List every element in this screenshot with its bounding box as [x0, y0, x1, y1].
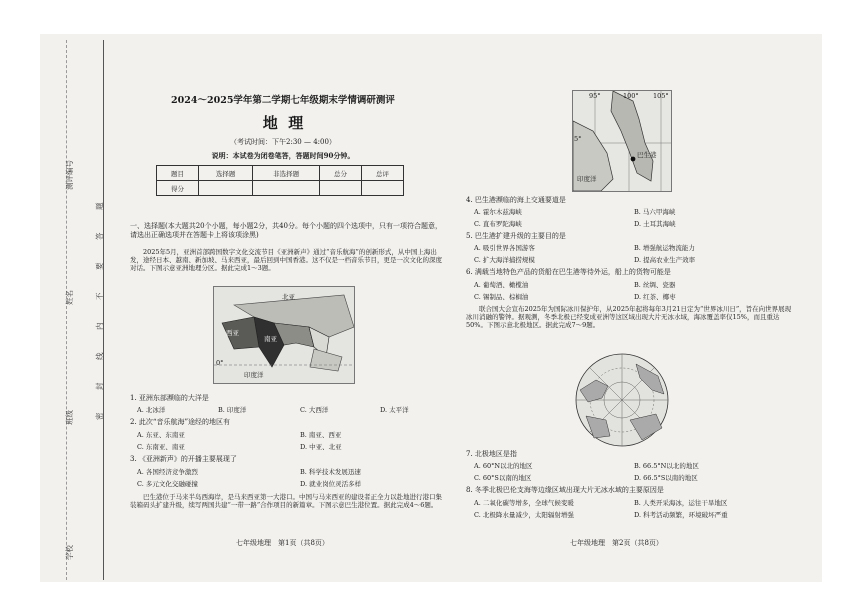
map-label-lon105: 105° — [653, 92, 669, 100]
q7-option-d[interactable]: D. 66.5°S以南的地区 — [634, 474, 698, 482]
map-label-equator: 0° — [216, 359, 224, 367]
q3-option-d[interactable]: D. 就业岗位灵活多样 — [300, 480, 362, 488]
seal-char: 要 — [95, 262, 104, 270]
q6-option-a[interactable]: A. 葡萄酒、橄榄油 — [474, 281, 529, 289]
score-table-row — [157, 181, 404, 196]
q3-option-a[interactable]: A. 各国经济竞争激烈 — [137, 468, 198, 476]
exam-number-label: 测评编号 — [65, 160, 74, 190]
name-label: 姓名 — [65, 290, 74, 305]
section1-intro: 一、选择题(本大题共20个小题，每小题2分，共40分。每个小题的四个选项中，只有一项符合题意，请选出正确选项并在答题卡上将该项涂黑) — [130, 222, 442, 240]
score-header-cell: 非选择题 — [253, 166, 320, 181]
q2-option-c[interactable]: C. 东南亚、南亚 — [137, 443, 185, 451]
q8-option-d[interactable]: D. 科考活动频繁，环境破坏严重 — [634, 511, 728, 519]
q5-option-a[interactable]: A. 吸引世界各国游客 — [474, 244, 535, 252]
q5-option-c[interactable]: C. 扩大海洋捕捞规模 — [474, 256, 535, 264]
subject-title: 地 理 — [262, 114, 304, 132]
port-klang-map — [572, 90, 672, 192]
question-4-stem: 4. 巴生港濒临的海上交通要道是 — [466, 196, 566, 204]
seal-char: 内 — [95, 322, 104, 330]
question-2-stem: 2. 此次“音乐航海”途经的地区有 — [130, 418, 231, 426]
q8-option-a[interactable]: A. 二氧化碳等增多，全球气候变暖 — [474, 499, 574, 507]
passage-2: 巴生港位于马来半岛西海岸，是马来西亚第一大港口。中国与马来西亚的建设者正全力以赴地进行港口集装箱码头扩建升级，续写两国共建“一带一路”合作项目的新篇章。下图示意巴生港位置。据此完成4～6题。 — [130, 493, 442, 510]
arctic-polar-map — [566, 350, 678, 450]
q1-option-b[interactable]: B. 印度洋 — [218, 406, 247, 414]
map-label-lon95: 95° — [589, 92, 601, 100]
map-label-port-klang: 巴生港 — [637, 151, 657, 159]
question-3-stem: 3. 《亚洲新声》的开播主要展现了 — [130, 455, 237, 463]
q7-option-c[interactable]: C. 60°S以南的地区 — [474, 474, 532, 482]
map-label-north-asia: 北亚 — [282, 293, 295, 301]
binding-dashed-line — [66, 40, 67, 580]
q5-option-b[interactable]: B. 增强航运物流能力 — [634, 244, 695, 252]
question-5-stem: 5. 巴生港扩建升级的主要目的是 — [466, 232, 566, 240]
q6-option-b[interactable]: B. 丝绸、瓷器 — [634, 281, 676, 289]
q5-option-d[interactable]: D. 提高农业生产效率 — [634, 256, 696, 264]
map-label-lon100: 100° — [623, 92, 639, 100]
score-cell[interactable] — [253, 181, 320, 196]
map-label-south-asia: 南亚 — [264, 335, 277, 343]
asia-regions-map — [213, 286, 355, 384]
q1-option-d[interactable]: D. 太平洋 — [380, 406, 409, 414]
question-7-stem: 7. 北极地区是指 — [466, 450, 517, 458]
q2-option-a[interactable]: A. 东亚、东南亚 — [137, 431, 185, 439]
question-8-stem: 8. 冬季北极巴伦支海等边缘区域出现大片无冰水域的主要原因是 — [466, 486, 664, 494]
exam-time: （考试时间：下午2:30 — 4:00） — [230, 138, 336, 146]
score-label-cell: 得分 — [157, 181, 199, 196]
q2-option-b[interactable]: B. 南亚、西亚 — [300, 431, 342, 439]
question-6-stem: 6. 满载当地特色产品的货船在巴生港等待外运，船上的货物可能是 — [466, 268, 671, 276]
score-table — [156, 165, 404, 196]
q1-option-c[interactable]: C. 大西洋 — [300, 406, 329, 414]
score-cell[interactable] — [198, 181, 252, 196]
seal-char: 密 — [95, 412, 104, 420]
passage-3: 联合国大会宣布2025年为国际冰川保护年，从2025年起将每年3月21日定为“世界冰川日”，旨在向世界展现冰川消融的警钟。据观测，冬季北极已经变成亚洲等这区域出现大片无冰水域，海冰覆盖率仅15%，而且重达50%。下图示意北极地区。据此完成7～9题。 — [466, 305, 792, 330]
q1-option-a[interactable]: A. 北冰洋 — [137, 406, 166, 414]
map-label-lat5: 5° — [574, 135, 582, 143]
question-1-stem: 1. 亚洲东部濒临的大洋是 — [130, 394, 209, 402]
score-table-row — [157, 166, 404, 181]
exam-title: 2024～2025学年第二学期七年级期末学情调研测评 — [171, 95, 395, 106]
binding-seal-line — [103, 40, 104, 580]
q4-option-a[interactable]: A. 霍尔木兹海峡 — [474, 208, 522, 216]
seal-char: 封 — [95, 382, 104, 390]
q6-option-d[interactable]: D. 红茶、椰枣 — [634, 293, 676, 301]
seal-char: 答 — [95, 232, 104, 240]
map-label-west-asia: 西亚 — [226, 329, 239, 337]
passage-1: 2025年5月，亚洲首部跨国数字文化交流节目《亚洲新声》通过“音乐航海”的创新形式，从中国上海出发，途经日本、越南、新加坡、马来西亚，最后回到中国香港。这不仅是一档音乐节目，更是一次文化的深度对话。下图示意亚洲地理分区。据此完成1～3题。 — [130, 248, 442, 273]
q7-option-a[interactable]: A. 60°N以北的地区 — [474, 462, 533, 470]
footer-page-2: 七年级地理 第2页（共8页） — [570, 539, 663, 547]
q7-option-b[interactable]: B. 66.5°N以北的地区 — [634, 462, 699, 470]
seal-char: 题 — [95, 202, 104, 210]
q3-option-b[interactable]: B. 科学技术发展迅速 — [300, 468, 361, 476]
q4-option-c[interactable]: C. 直布罗陀海峡 — [474, 220, 522, 228]
q2-option-d[interactable]: D. 中亚、北亚 — [300, 443, 342, 451]
q4-option-b[interactable]: B. 马六甲海峡 — [634, 208, 676, 216]
school-label: 学校 — [65, 545, 74, 560]
map-label-indian-ocean: 印度洋 — [577, 175, 597, 183]
q8-option-b[interactable]: B. 人类开采海冰，运往干旱地区 — [634, 499, 728, 507]
exam-note: 说明：本试卷为闭卷笔答，答题时间90分钟。 — [211, 151, 355, 160]
score-cell[interactable] — [320, 181, 362, 196]
score-header-cell: 总评 — [362, 166, 404, 181]
q4-option-d[interactable]: D. 土耳其海峡 — [634, 220, 676, 228]
footer-page-1: 七年级地理 第1页（共8页） — [236, 539, 329, 547]
q6-option-c[interactable]: C. 锡制品、棕榈油 — [474, 293, 529, 301]
score-cell[interactable] — [362, 181, 404, 196]
class-label: 班级 — [65, 410, 74, 425]
score-header-cell: 题目 — [157, 166, 199, 181]
score-header-cell: 总分 — [320, 166, 362, 181]
seal-char: 线 — [95, 352, 104, 360]
q3-option-c[interactable]: C. 多元文化交融碰撞 — [137, 480, 198, 488]
seal-char: 不 — [95, 292, 104, 300]
q8-option-c[interactable]: C. 北极降水量减少，太阳辐射增强 — [474, 511, 574, 519]
map-label-indian-ocean: 印度洋 — [244, 371, 264, 379]
score-header-cell: 选择题 — [198, 166, 252, 181]
